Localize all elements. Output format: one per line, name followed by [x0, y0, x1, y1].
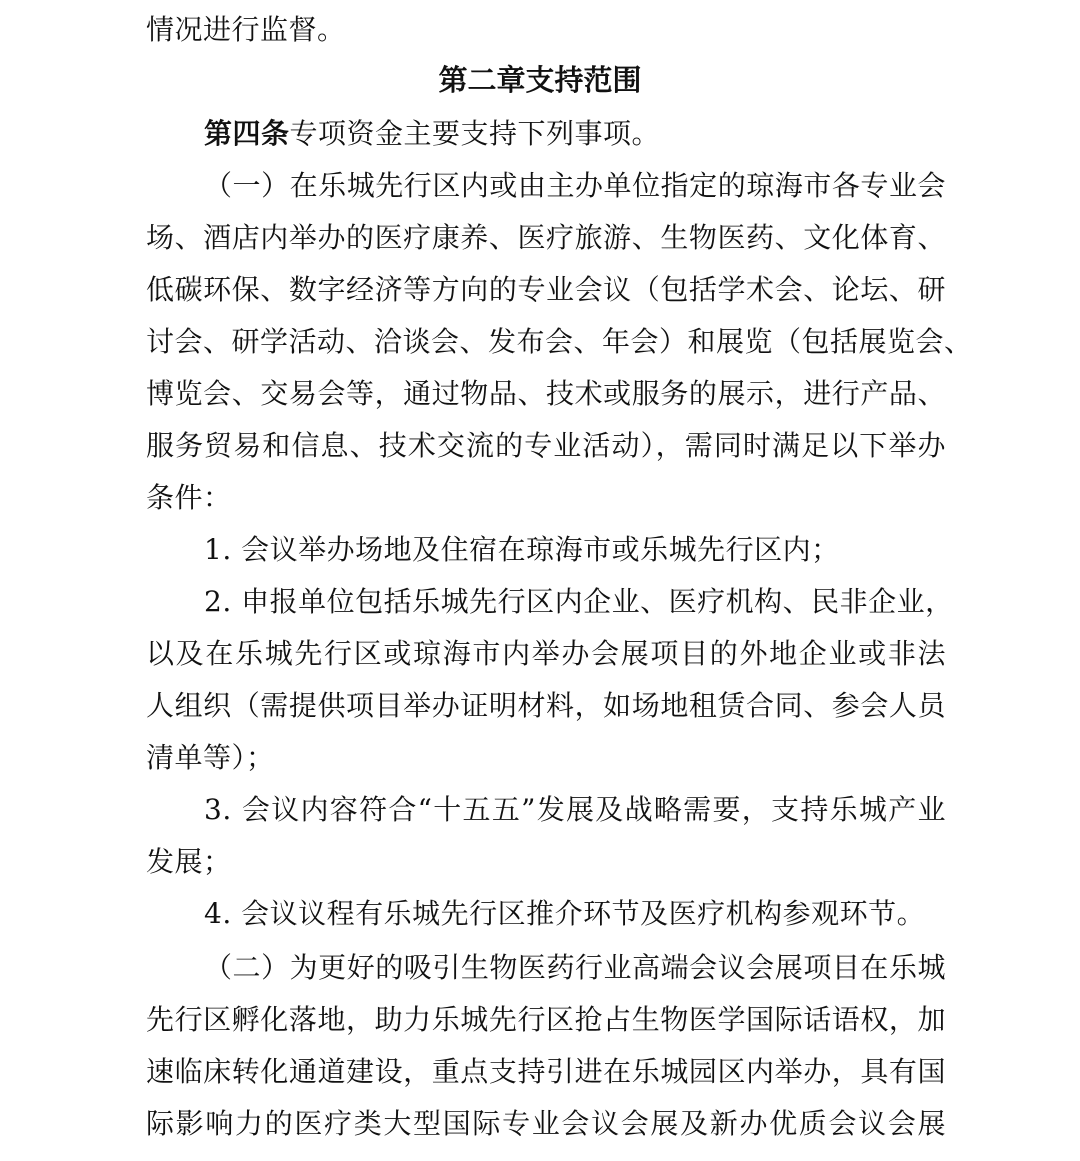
- para1-line-2: 场、酒店内举办的医疗康养、医疗旅游、生物医药、文化体育、: [146, 221, 946, 254]
- para1-line-6: 服务贸易和信息、技术交流的专业活动），需同时满足以下举办: [146, 429, 946, 462]
- item-2-line-2: 以及在乐城先行区或琼海市内举办会展项目的外地企业或非法: [146, 637, 946, 670]
- chapter-title: 第二章支持范围: [438, 63, 642, 97]
- item-2-line-1: 2. 申报单位包括乐城先行区内企业、医疗机构、民非企业，: [204, 585, 954, 618]
- item-3-line-1: 3. 会议内容符合“十五五”发展及战略需要，支持乐城产业: [204, 793, 946, 826]
- para2-line-3: 速临床转化通道建设，重点支持引进在乐城园区内举办，具有国: [146, 1055, 946, 1088]
- para2-line-1: （二）为更好的吸引生物医药行业高端会议会展项目在乐城: [204, 951, 946, 984]
- para2-line-4: 际影响力的医疗类大型国际专业会议会展及新办优质会议会展: [146, 1107, 946, 1140]
- item-4-line-1: 4. 会议议程有乐城先行区推介环节及医疗机构参观环节。: [204, 897, 926, 930]
- item-2-line-4: 清单等）；: [146, 741, 275, 774]
- article-4-line: [204, 114, 946, 154]
- previous-paragraph-end: 情况进行监督。: [146, 13, 346, 46]
- item-1-line-1: 1. 会议举办场地及住宿在琼海市或乐城先行区内；: [204, 533, 840, 566]
- para2-line-2: 先行区孵化落地，助力乐城先行区抢占生物医学国际话语权，加: [146, 1003, 946, 1036]
- para1-line-7: 条件：: [146, 481, 232, 514]
- article-4-label: 第四条: [204, 117, 290, 150]
- para1-line-3: 低碳环保、数字经济等方向的专业会议（包括学术会、论坛、研: [146, 273, 946, 306]
- para1-line-1: （一）在乐城先行区内或由主办单位指定的琼海市各专业会: [204, 169, 946, 202]
- para1-line-4: 讨会、研学活动、洽谈会、发布会、年会）和展览（包括展览会、: [146, 325, 973, 358]
- item-2-line-3: 人组织（需提供项目举办证明材料，如场地租赁合同、参会人员: [146, 689, 946, 722]
- item-3-line-2: 发展；: [146, 845, 232, 878]
- para1-line-5: 博览会、交易会等，通过物品、技术或服务的展示，进行产品、: [146, 377, 946, 410]
- article-4-text: 专项资金主要支持下列事项。: [289, 117, 661, 150]
